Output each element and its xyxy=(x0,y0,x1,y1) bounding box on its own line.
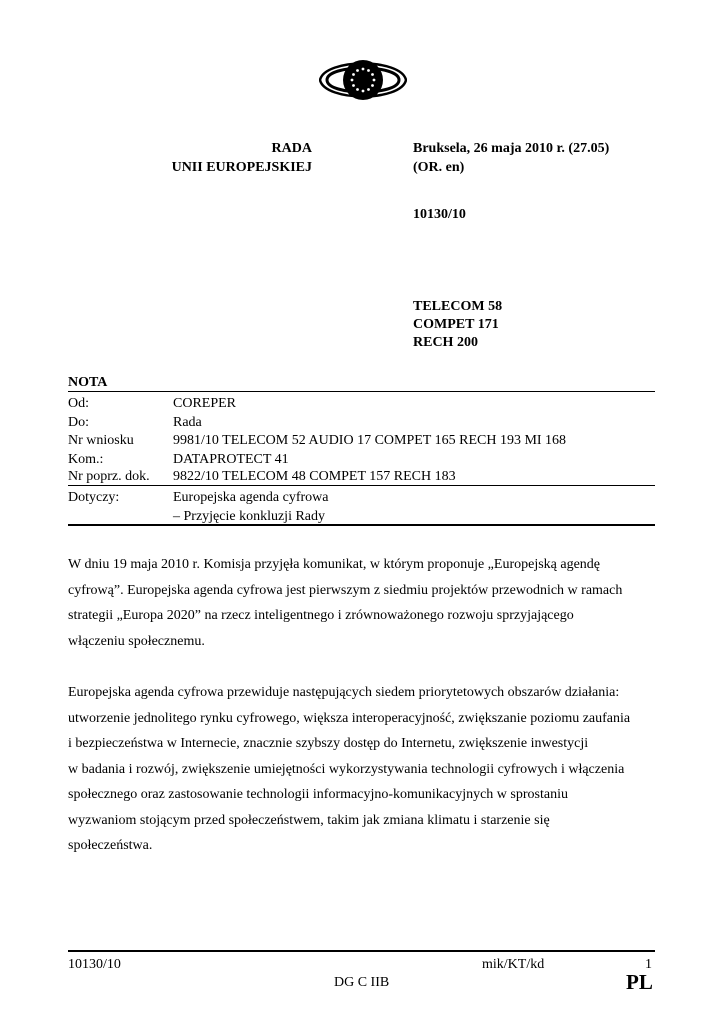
council-line-2: UNII EUROPEJSKIEJ xyxy=(171,160,312,175)
place-date-line-1: Bruksela, 26 maja 2010 r. (27.05) xyxy=(413,141,610,156)
document-codes xyxy=(413,298,502,352)
paragraph-line: społeczeństwa. xyxy=(68,838,153,853)
body-paragraph-2 xyxy=(68,680,668,859)
code-item: RECH 200 xyxy=(413,335,478,350)
from-value: COREPER xyxy=(173,396,237,411)
paragraph-line: Europejska agenda cyfrowa przewiduje następujących siedem priorytetowych obszarów działania: xyxy=(68,685,620,700)
document-number: 10130/10 xyxy=(413,207,466,222)
paragraph-line: utworzenie jednolitego rynku cyfrowego, większa interoperacyjność, zwiększanie poziomu zaufania xyxy=(68,710,631,726)
com-label: Kom.: xyxy=(68,452,104,467)
paragraph-line: strategii „Europa 2020” na rzecz inteligentnego i zrównoważonego rozwoju sprzyjającego xyxy=(68,608,574,623)
council-logo xyxy=(319,56,407,104)
com-value: DATAPROTECT 41 xyxy=(173,452,289,467)
paragraph-line: cyfrową”. Europejska agenda cyfrowa jest pierwszym z siedmiu projektów przewodnich w ramach xyxy=(68,582,623,598)
subject-line-2: – Przyjęcie konkluzji Rady xyxy=(173,509,326,524)
footer-rule xyxy=(68,950,655,952)
to-value: Rada xyxy=(173,415,202,430)
note-title: NOTA xyxy=(68,375,108,390)
language-code: PL xyxy=(626,970,653,994)
council-line-1: RADA xyxy=(271,141,312,156)
subject-label: Dotyczy: xyxy=(68,490,120,505)
code-item: COMPET 171 xyxy=(413,317,499,332)
code-item: TELECOM 58 xyxy=(413,299,503,314)
to-label: Do: xyxy=(68,415,89,430)
prev-doc-label: Nr poprz. dok. xyxy=(68,469,150,484)
footer-initials: mik/KT/kd xyxy=(482,957,545,972)
body-paragraph-1 xyxy=(68,552,668,654)
table-top-rule xyxy=(68,391,655,392)
page-number: 1 xyxy=(645,957,652,972)
from-label: Od: xyxy=(68,396,89,411)
footer-directorate: DG C IIB xyxy=(334,975,390,990)
prev-doc-value: 9822/10 TELECOM 48 COMPET 157 RECH 183 xyxy=(173,469,456,484)
paragraph-line: i bezpieczeństwa w Internecie, znacznie szybszy dostęp do Internetu, zwiększenie inwestycji xyxy=(68,736,589,751)
paragraph-line: włączeniu społecznemu. xyxy=(68,633,205,649)
table-mid-rule xyxy=(68,485,655,486)
paragraph-line: w badania i rozwój, zwiększenie umiejętności wykorzystywania technologii cyfrowych i włączenia xyxy=(68,761,625,777)
proposal-label: Nr wniosku xyxy=(68,433,134,448)
proposal-value: 9981/10 TELECOM 52 AUDIO 17 COMPET 165 RECH 193 MI 168 xyxy=(173,433,567,448)
subject-line-1: Europejska agenda cyfrowa xyxy=(173,490,329,505)
paragraph-line: społecznego oraz zastosowanie technologii informacyjno-komunikacyjnych w sprostaniu xyxy=(68,787,568,802)
original-language: (OR. en) xyxy=(413,160,465,175)
council-name xyxy=(150,139,312,177)
table-bottom-rule xyxy=(68,524,655,526)
footer-doc-number: 10130/10 xyxy=(68,957,121,972)
place-date xyxy=(413,139,609,177)
paragraph-line: W dniu 19 maja 2010 r. Komisja przyjęła komunikat, w którym proponuje „Europejską agendę xyxy=(68,557,601,572)
paragraph-line: wyzwaniom stojącym przed społeczeństwem, takim jak zmiana klimatu i starzenie się xyxy=(68,812,550,828)
